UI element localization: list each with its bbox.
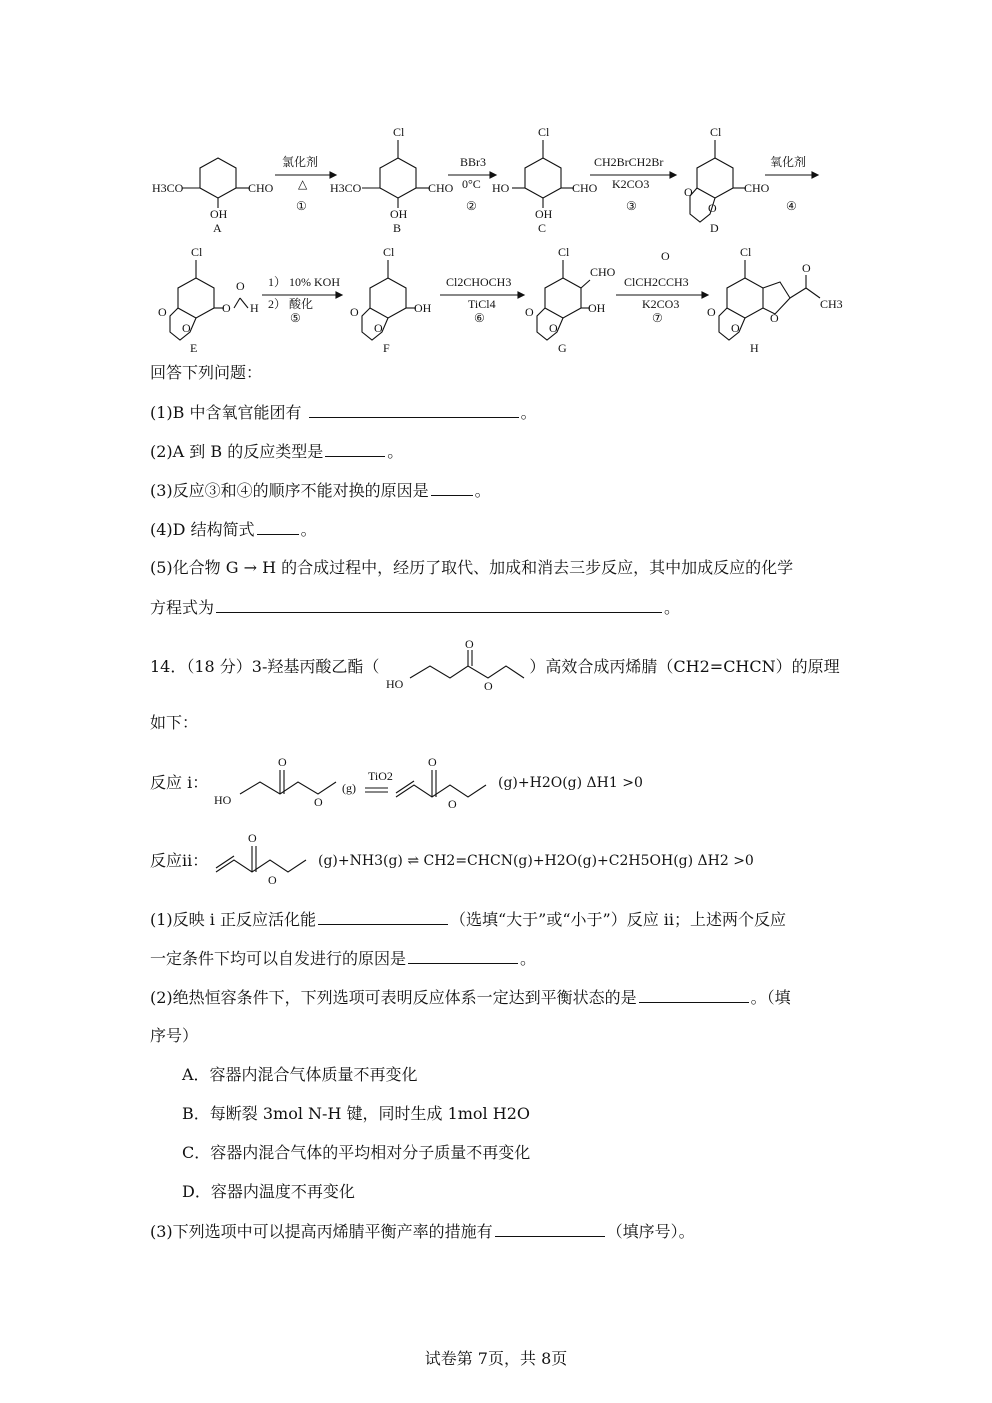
p1-blank-1[interactable] — [318, 908, 448, 925]
reaction-ii-equation — [208, 830, 328, 890]
part-2-line2: 序号） — [150, 1026, 199, 1045]
carbonyl-o: O — [465, 638, 474, 651]
q1-period: 。 — [520, 403, 537, 422]
question-1 — [150, 401, 537, 424]
g-oh: OH — [588, 301, 606, 315]
intro-text: 回答下列问题： — [150, 363, 263, 382]
arrow3-bottom: K2CO3 — [612, 177, 650, 191]
option-a[interactable]: A．容器内混合气体质量不再变化 — [182, 1065, 418, 1084]
q14-text-a: 14．（18 分）3-羟基丙酸乙酯（ — [150, 657, 380, 676]
p1-text-a: (1)反映 i 正反应活化能 — [150, 910, 316, 929]
q1-blank[interactable] — [309, 401, 519, 418]
p3-blank[interactable] — [495, 1220, 605, 1237]
e-o3: O — [222, 301, 231, 315]
part-1-line1 — [150, 908, 786, 931]
question-2 — [150, 440, 403, 463]
rxn1-o4: O — [448, 797, 457, 811]
arrow1-num: ① — [296, 199, 307, 213]
arrow4-num: ④ — [786, 199, 797, 213]
d-cl: Cl — [710, 125, 722, 139]
arrow4-top: 氧化剂 — [770, 155, 807, 169]
q3-blank[interactable] — [431, 479, 473, 496]
reaction-ii-tail: (g)+NH3(g) ⇌ CH2=CHCN(g)+H2O(g)+C2H5OH(g) ΔH2 >0 — [318, 853, 754, 869]
g-cl: Cl — [558, 245, 570, 259]
h-o4: O — [802, 261, 811, 275]
question-5-line1: (5)化合物 G → H 的合成过程中，经历了取代、加成和消去三步反应，其中加成反应的化学 — [150, 558, 794, 577]
question-3 — [150, 479, 491, 502]
p1-period: 。 — [520, 949, 537, 968]
q1-text: (1)B 中含氧官能团有 — [150, 403, 302, 422]
p3-text: (3)下列选项中可以提高丙烯腈平衡产率的措施有 — [150, 1222, 493, 1241]
g-o1: O — [525, 305, 534, 319]
label-c: C — [538, 221, 547, 235]
question-5-line2 — [150, 596, 680, 619]
q4-blank[interactable] — [257, 518, 299, 535]
e-cl: Cl — [191, 245, 203, 259]
arrow6-bottom: TiCl4 — [468, 297, 496, 311]
arrow2-bottom: 0°C — [462, 177, 481, 191]
e-o1: O — [158, 305, 167, 319]
p2-blank[interactable] — [639, 986, 749, 1003]
option-d[interactable]: D．容器内温度不再变化 — [182, 1182, 355, 1201]
q14-line2: 如下： — [150, 713, 199, 732]
rxn1-o2: O — [314, 795, 323, 809]
arrow2-top: BBr3 — [460, 155, 487, 169]
h-o1: O — [707, 305, 716, 319]
e-h: H — [250, 301, 259, 315]
page-footer: 试卷第 7页，共 8页 — [424, 1349, 568, 1368]
arrow2-num: ② — [466, 199, 477, 213]
rxn1-catalyst: TiO2 — [368, 769, 393, 783]
arrow3-num: ③ — [626, 199, 637, 213]
part-1-line2 — [150, 947, 536, 970]
d-o2: O — [708, 201, 717, 215]
a-cho: CHO — [248, 181, 274, 195]
label-f: F — [383, 341, 390, 355]
q5-period: 。 — [664, 598, 681, 617]
rxn1-g: (g) — [342, 781, 356, 795]
arrow7-num: ⑦ — [652, 311, 663, 325]
g-o2: O — [549, 321, 558, 335]
label-e: E — [190, 341, 198, 355]
f-o1: O — [350, 305, 359, 319]
part-2-line1 — [150, 986, 791, 1009]
a-h3co: H3CO — [152, 181, 184, 195]
rxn1-ho: HO — [214, 793, 232, 807]
q4-text: (4)D 结构简式 — [150, 520, 255, 539]
arrow1-bottom: △ — [298, 177, 308, 191]
reaction-i-label: 反应 i： — [150, 773, 209, 792]
arrow5-num: ⑤ — [290, 311, 301, 325]
p1-blank-2[interactable] — [408, 947, 518, 964]
q2-text: (2)A 到 B 的反应类型是 — [150, 442, 324, 461]
part-3 — [150, 1220, 695, 1243]
f-cl: Cl — [383, 245, 395, 259]
ho-label: HO — [386, 677, 404, 691]
h-ch3: CH3 — [820, 297, 843, 311]
q14-text-b: ）高效合成丙烯腈（CH2=CHCN）的原理 — [529, 657, 840, 676]
f-o2: O — [374, 321, 383, 335]
ester-o: O — [484, 679, 493, 693]
e-o2: O — [182, 321, 191, 335]
p2-text-b: 。（填 — [750, 988, 791, 1007]
g-cho: CHO — [590, 265, 616, 279]
arrow6-top: Cl2CHOCH3 — [446, 275, 512, 289]
arrow5-top: 1） 10% KOH — [268, 275, 340, 289]
arrow5-bottom: 2） 酸化 — [268, 297, 314, 311]
arrow7-carbonyl-o: O — [661, 249, 670, 263]
option-c[interactable]: C．容器内混合气体的平均相对分子质量不再变化 — [182, 1143, 531, 1162]
q4-period: 。 — [300, 520, 317, 539]
c-cho: CHO — [572, 181, 598, 195]
p2-text-a: (2)绝热恒容条件下，下列选项可表明反应体系一定达到平衡状态的是 — [150, 988, 637, 1007]
e-o4: O — [236, 279, 245, 293]
reaction-ii-label: 反应ii： — [150, 851, 209, 870]
b-cl: Cl — [393, 125, 405, 139]
p1-text-b: （选填“大于”或“小于”）反应 ii；上述两个反应 — [449, 910, 787, 929]
q3-text: (3)反应③和④的顺序不能对换的原因是 — [150, 481, 429, 500]
arrow6-num: ⑥ — [474, 311, 485, 325]
label-a: A — [213, 221, 222, 235]
q2-blank[interactable] — [325, 440, 385, 457]
h-o2: O — [731, 321, 740, 335]
b-h3co: H3CO — [330, 181, 362, 195]
q5-text: 方程式为 — [150, 598, 215, 617]
c-cl: Cl — [538, 125, 550, 139]
rxn2-o2: O — [268, 873, 277, 887]
arrow1-top: 氯化剂 — [282, 155, 319, 169]
b-cho: CHO — [428, 181, 454, 195]
b-oh: OH — [390, 207, 408, 221]
rxn1-o3: O — [428, 755, 437, 769]
p3-text-b: （填序号）。 — [606, 1222, 695, 1241]
h-cl: Cl — [740, 245, 752, 259]
arrow7-bottom: K2CO3 — [642, 297, 680, 311]
h-o3: O — [770, 311, 779, 325]
q3-period: 。 — [474, 481, 491, 500]
p1-text-c: 一定条件下均可以自发进行的原因是 — [150, 949, 407, 968]
d-cho: CHO — [744, 181, 770, 195]
hydroxy-ester-structure — [380, 638, 540, 698]
reaction-i-tail: (g)+H2O(g) ΔH1 >0 — [498, 775, 643, 791]
label-g: G — [558, 341, 567, 355]
arrow7-top: ClCH2CCH3 — [624, 275, 689, 289]
rxn2-o1: O — [248, 831, 257, 845]
label-b: B — [393, 221, 402, 235]
label-h: H — [750, 341, 759, 355]
f-oh: OH — [414, 301, 432, 315]
q5-blank[interactable] — [216, 596, 662, 613]
d-o1: O — [684, 185, 693, 199]
arrow3-top: CH2BrCH2Br — [594, 155, 664, 169]
option-b[interactable]: B．每断裂 3mol N-H 键，同时生成 1mol H2O — [182, 1104, 531, 1123]
rxn1-o1: O — [278, 755, 287, 769]
question-4 — [150, 518, 317, 541]
c-ho: HO — [492, 181, 510, 195]
c-oh: OH — [535, 207, 553, 221]
a-oh: OH — [210, 207, 228, 221]
q2-period: 。 — [387, 442, 404, 461]
label-d: D — [710, 221, 719, 235]
